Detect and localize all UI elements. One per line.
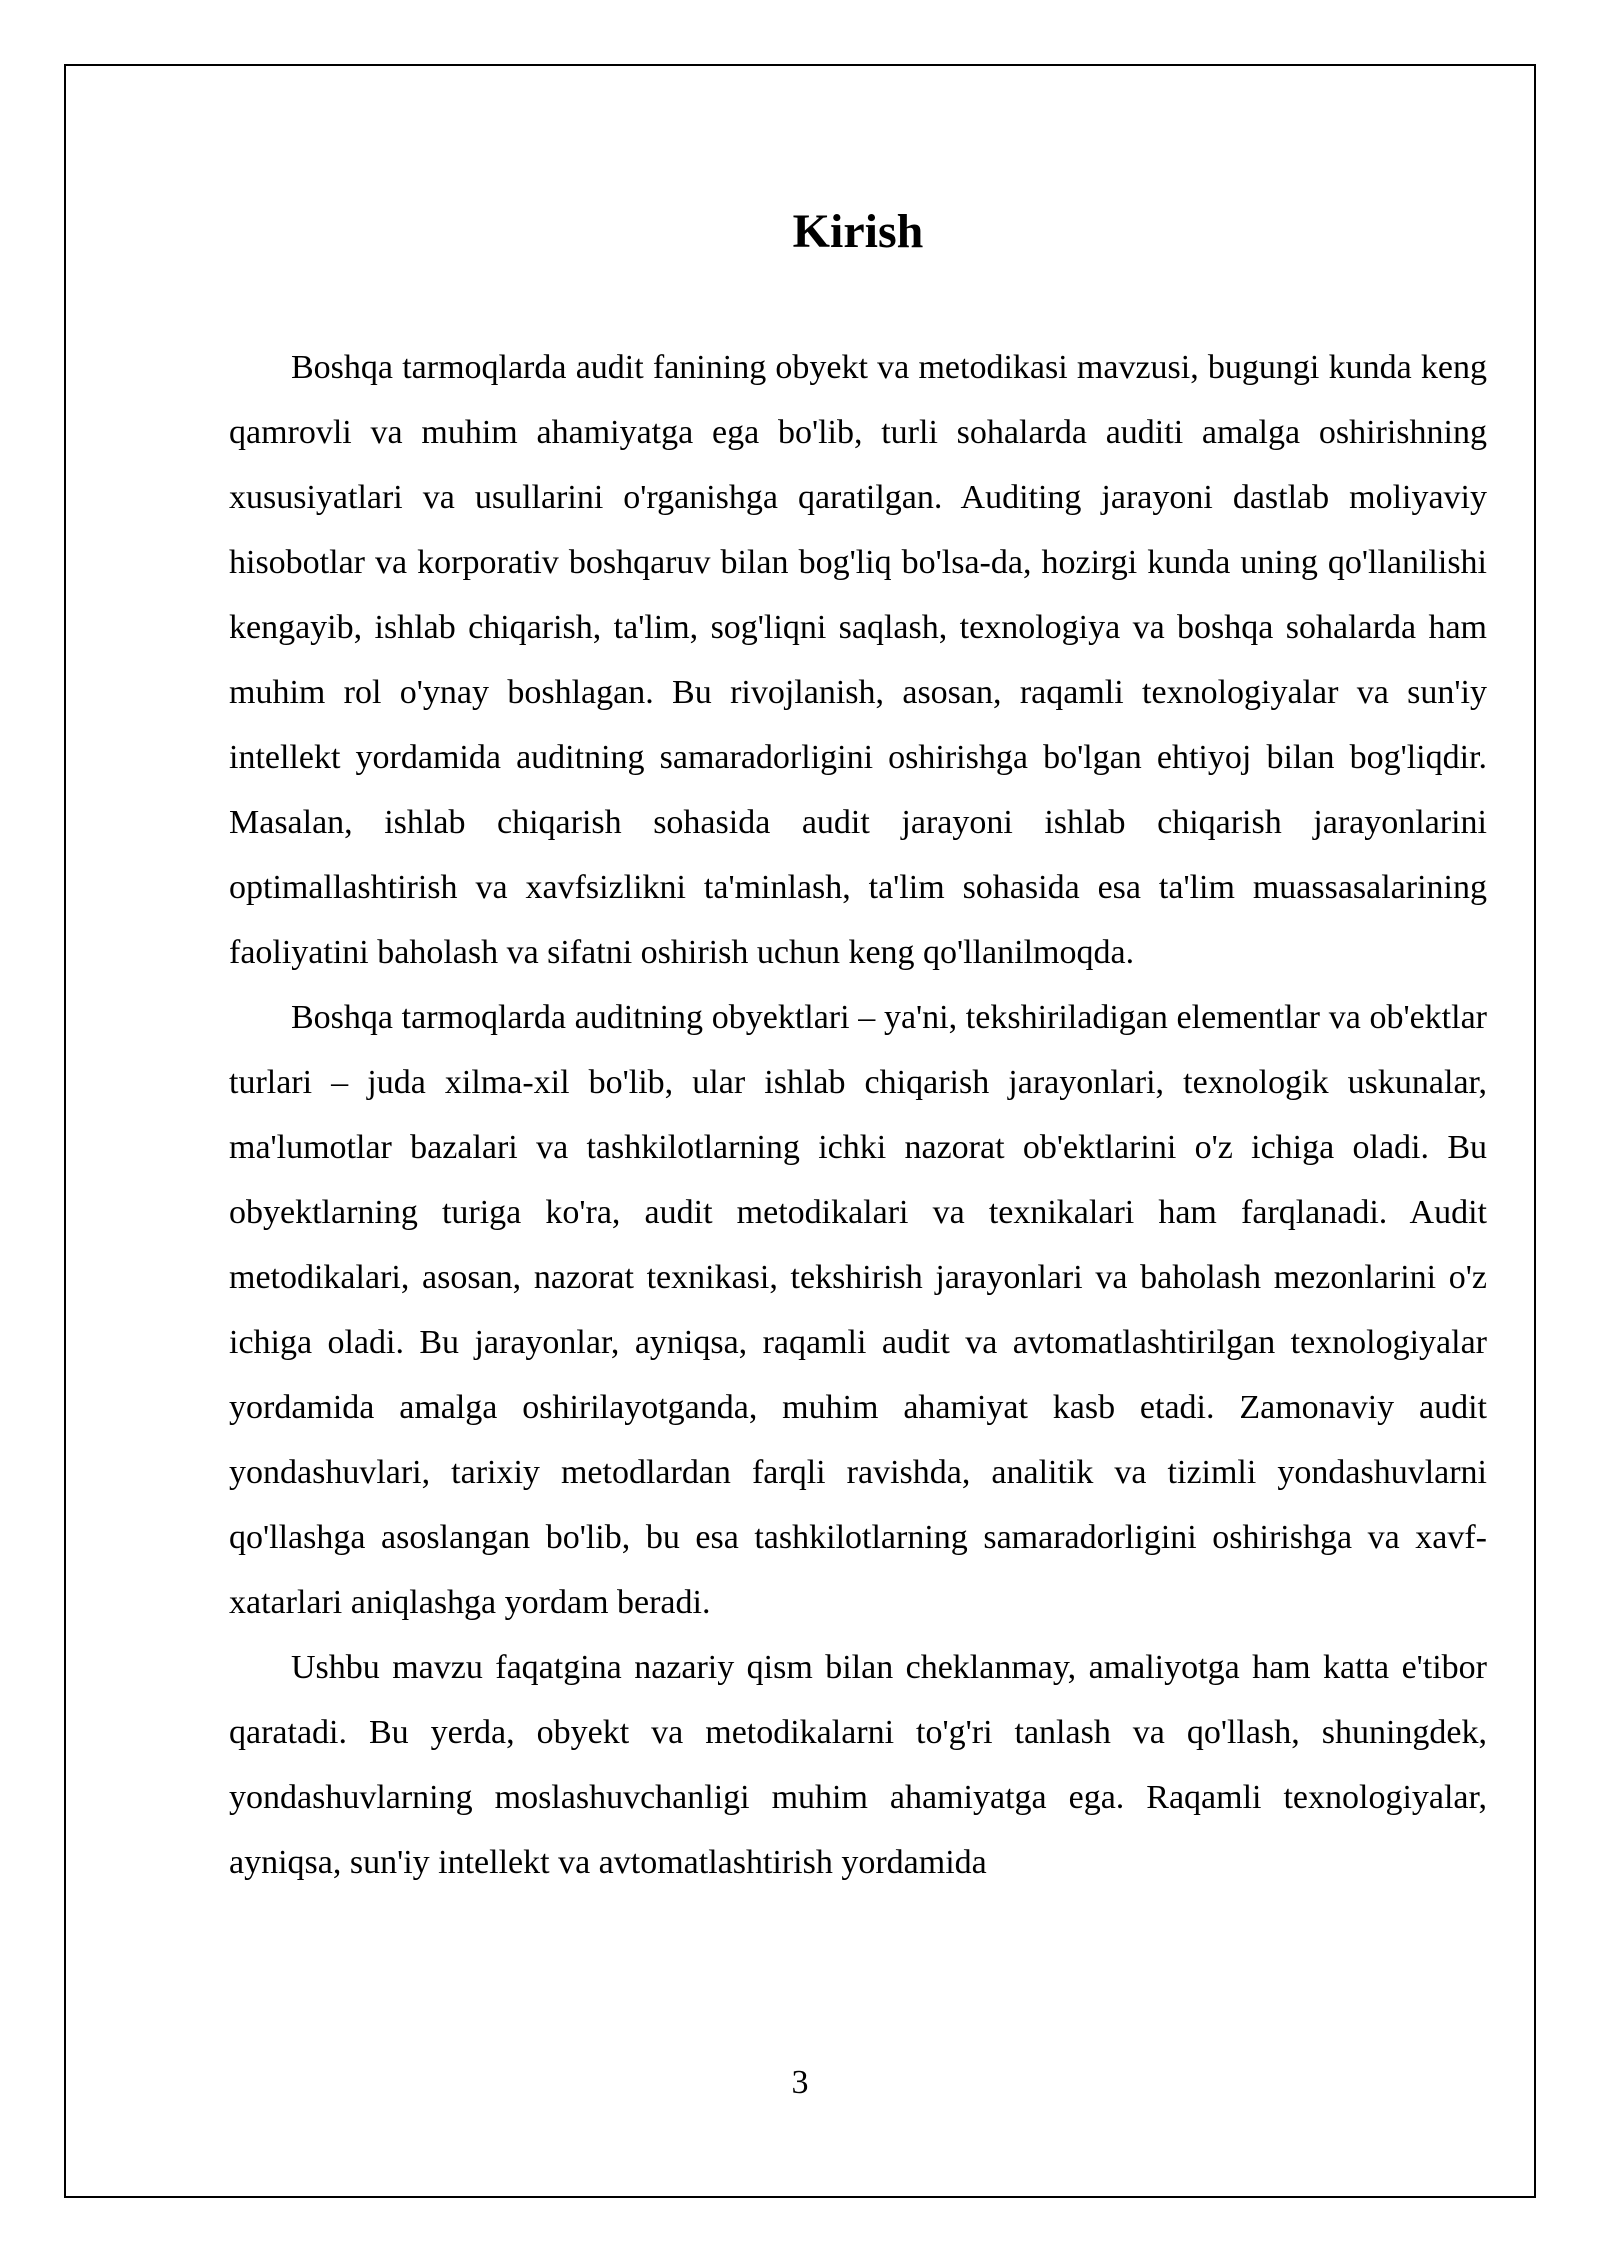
page-number: 3	[791, 2064, 809, 2101]
paragraph-2: Boshqa tarmoqlarda auditning obyektlari – ya'ni, tekshiriladigan elementlar va ob'ektlar turlari – juda xilma-xil bo'lib, ular ishlab chiqarish jarayonlari, texnologik uskunalar, ma'lumotlar bazalari va tashkilotlarning ichki nazorat ob'ektlarini o'z ichiga oladi. Bu obyektlarning turiga ko'ra, audit metodikalari va texnikalari ham farqlanadi. Audit metodikalari, asosan, nazorat texnikasi, tekshirish jarayonlari va baholash mezonlarini o'z ichiga oladi. Bu jarayonlar, ayniqsa, raqamli audit va avtomatlashtirilgan texnologiyalar yordamida amalga oshirilayotganda, muhim ahamiyat kasb etadi. Zamonaviy audit yondashuvlari, tarixiy metodlardan farqli ravishda, analitik va tizimli yondashuvlarni qo'llashga asoslangan bo'lib, bu esa tashkilotlarning samaradorligini oshirishga va xavf-xatarlari aniqlashga yordam beradi.	[229, 999, 1487, 1621]
page-content	[229, 196, 1487, 1895]
paragraph-3: Ushbu mavzu faqatgina nazariy qism bilan cheklanmay, amaliyotga ham katta e'tibor qaratadi. Bu yerda, obyekt va metodikalarni to'g'ri tanlash va qo'llash, shuningdek, yondashuvlarning moslashuvchanligi muhim ahamiyatga ega. Raqamli texnologiyalar, ayniqsa, sun'iy intellekt va avtomatlashtirish yordamida	[229, 1649, 1487, 1881]
page-title: Kirish	[792, 205, 924, 258]
paragraph-1: Boshqa tarmoqlarda audit fanining obyekt va metodikasi mavzusi, bugungi kunda keng qamrovli va muhim ahamiyatga ega bo'lib, turli sohalarda auditi amalga oshirishning xususiyatlari va usullarini o'rganishga qaratilgan. Auditing jarayoni dastlab moliyaviy hisobotlar va korporativ boshqaruv bilan bog'liq bo'lsa-da, hozirgi kunda uning qo'llanilishi kengayib, ishlab chiqarish, ta'lim, sog'liqni saqlash, texnologiya va boshqa sohalarda ham muhim rol o'ynay boshlagan. Bu rivojlanish, asosan, raqamli texnologiyalar va sun'iy intellekt yordamida auditning samaradorligini oshirishga bo'lgan ehtiyoj bilan bog'liqdir. Masalan, ishlab chiqarish sohasida audit jarayoni ishlab chiqarish jarayonlarini optimallashtirish va xavfsizlikni ta'minlash, ta'lim sohasida esa ta'lim muassasalarining faoliyatini baholash va sifatni oshirish uchun keng qo'llanilmoqda.	[229, 349, 1487, 971]
